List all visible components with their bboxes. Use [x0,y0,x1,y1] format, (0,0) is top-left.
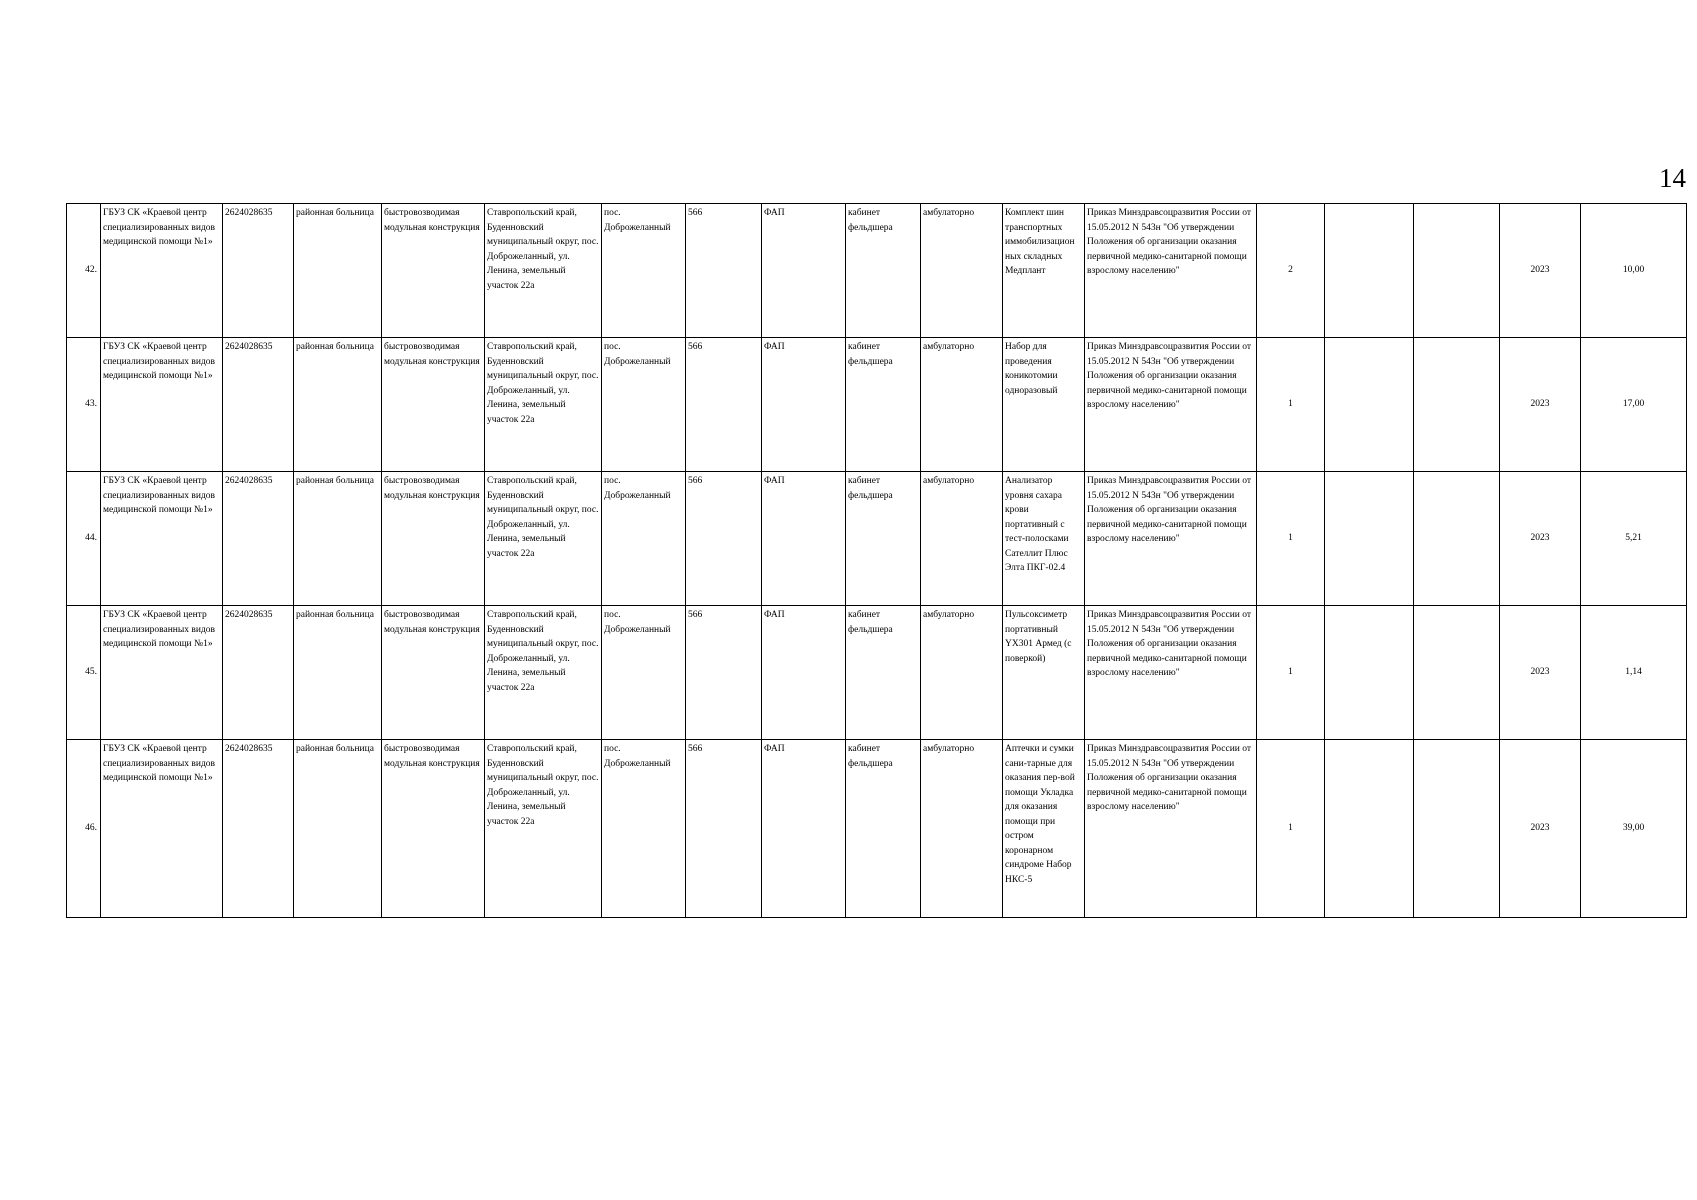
amount-cell: 39,00 [1581,740,1687,918]
amount-cell: 5,21 [1581,472,1687,606]
organization-cell: ГБУЗ СК «Краевой центр специализированных видов медицинской помощи №1» [101,472,223,606]
quantity-cell: 2 [1257,204,1325,338]
empty-cell [1414,606,1500,740]
care-form-cell: амбулаторно [921,204,1003,338]
settlement-cell: пос. Доброжеланный [602,204,686,338]
row-number: 42. [67,204,101,338]
facility-type-cell: районная больница [294,740,382,918]
inn-cell: 2624028635 [223,338,294,472]
population-cell: 566 [686,338,762,472]
settlement-cell: пос. Доброжеланный [602,338,686,472]
empty-cell [1325,740,1414,918]
order-cell: Приказ Минздравсоцразвития России от 15.05.2012 N 543н "Об утверждении Положения об организации оказания первичной медико-санитарной помощи взрослому населению" [1085,606,1257,740]
care-form-cell: амбулаторно [921,740,1003,918]
address-cell: Ставропольский край, Буденновский муниципальный округ, пос. Доброжеланный, ул. Ленина, земельный участок 22а [485,606,602,740]
building-type-cell: быстровозводимая модульная конструкция [382,204,485,338]
equipment-item-cell: Пульсоксиметр портативный YX301 Армед (с поверкой) [1003,606,1085,740]
table-row [67,338,1687,472]
building-type-cell: быстровозводимая модульная конструкция [382,606,485,740]
quantity-cell: 1 [1257,740,1325,918]
table-row [67,606,1687,740]
address-cell: Ставропольский край, Буденновский муниципальный округ, пос. Доброжеланный, ул. Ленина, земельный участок 22а [485,204,602,338]
order-cell: Приказ Минздравсоцразвития России от 15.05.2012 N 543н "Об утверждении Положения об организации оказания первичной медико-санитарной помощи взрослому населению" [1085,338,1257,472]
empty-cell [1414,204,1500,338]
inn-cell: 2624028635 [223,606,294,740]
unit-cell: ФАП [762,606,846,740]
table-row [67,740,1687,918]
year-cell: 2023 [1500,472,1581,606]
table-row [67,204,1687,338]
row-number: 45. [67,606,101,740]
empty-cell [1325,472,1414,606]
population-cell: 566 [686,472,762,606]
building-type-cell: быстровозводимая модульная конструкция [382,740,485,918]
year-cell: 2023 [1500,606,1581,740]
year-cell: 2023 [1500,338,1581,472]
row-number: 43. [67,338,101,472]
settlement-cell: пос. Доброжеланный [602,606,686,740]
organization-cell: ГБУЗ СК «Краевой центр специализированных видов медицинской помощи №1» [101,606,223,740]
table-row [67,472,1687,606]
population-cell: 566 [686,606,762,740]
quantity-cell: 1 [1257,472,1325,606]
year-cell: 2023 [1500,740,1581,918]
organization-cell: ГБУЗ СК «Краевой центр специализированных видов медицинской помощи №1» [101,204,223,338]
amount-cell: 17,00 [1581,338,1687,472]
care-form-cell: амбулаторно [921,606,1003,740]
order-cell: Приказ Минздравсоцразвития России от 15.05.2012 N 543н "Об утверждении Положения об организации оказания первичной медико-санитарной помощи взрослому населению" [1085,472,1257,606]
equipment-item-cell: Анализатор уровня сахара крови портативный с тест-полосками Сателлит Плюс Элта ПКГ-02.4 [1003,472,1085,606]
year-cell: 2023 [1500,204,1581,338]
address-cell: Ставропольский край, Буденновский муниципальный округ, пос. Доброжеланный, ул. Ленина, земельный участок 22а [485,472,602,606]
care-form-cell: амбулаторно [921,472,1003,606]
equipment-item-cell: Комплект шин транспортных иммобилизацион ных складных Медплант [1003,204,1085,338]
equipment-item-cell: Аптечки и сумки сани-тарные для оказания пер-вой помощи Укладка для оказания помощи при остром коронарном синдроме Набор НКС-5 [1003,740,1085,918]
room-cell: кабинет фельдшера [846,338,921,472]
amount-cell: 10,00 [1581,204,1687,338]
empty-cell [1325,606,1414,740]
empty-cell [1325,338,1414,472]
unit-cell: ФАП [762,472,846,606]
facility-type-cell: районная больница [294,472,382,606]
amount-cell: 1,14 [1581,606,1687,740]
room-cell: кабинет фельдшера [846,204,921,338]
inn-cell: 2624028635 [223,740,294,918]
facility-type-cell: районная больница [294,204,382,338]
unit-cell: ФАП [762,338,846,472]
inn-cell: 2624028635 [223,472,294,606]
empty-cell [1414,740,1500,918]
order-cell: Приказ Минздравсоцразвития России от 15.05.2012 N 543н "Об утверждении Положения об организации оказания первичной медико-санитарной помощи взрослому населению" [1085,204,1257,338]
room-cell: кабинет фельдшера [846,606,921,740]
inn-cell: 2624028635 [223,204,294,338]
facility-type-cell: районная больница [294,606,382,740]
page-number: 14 [1659,163,1686,193]
building-type-cell: быстровозводимая модульная конструкция [382,472,485,606]
quantity-cell: 1 [1257,606,1325,740]
empty-cell [1414,338,1500,472]
address-cell: Ставропольский край, Буденновский муниципальный округ, пос. Доброжеланный, ул. Ленина, земельный участок 22а [485,740,602,918]
row-number: 44. [67,472,101,606]
settlement-cell: пос. Доброжеланный [602,740,686,918]
care-form-cell: амбулаторно [921,338,1003,472]
organization-cell: ГБУЗ СК «Краевой центр специализированных видов медицинской помощи №1» [101,338,223,472]
room-cell: кабинет фельдшера [846,740,921,918]
quantity-cell: 1 [1257,338,1325,472]
organization-cell: ГБУЗ СК «Краевой центр специализированных видов медицинской помощи №1» [101,740,223,918]
address-cell: Ставропольский край, Буденновский муниципальный округ, пос. Доброжеланный, ул. Ленина, земельный участок 22а [485,338,602,472]
order-cell: Приказ Минздравсоцразвития России от 15.05.2012 N 543н "Об утверждении Положения об организации оказания первичной медико-санитарной помощи взрослому населению" [1085,740,1257,918]
population-cell: 566 [686,204,762,338]
room-cell: кабинет фельдшера [846,472,921,606]
equipment-table [66,203,1687,918]
population-cell: 566 [686,740,762,918]
row-number: 46. [67,740,101,918]
unit-cell: ФАП [762,740,846,918]
unit-cell: ФАП [762,204,846,338]
equipment-item-cell: Набор для проведения коникотомии одноразовый [1003,338,1085,472]
building-type-cell: быстровозводимая модульная конструкция [382,338,485,472]
empty-cell [1325,204,1414,338]
empty-cell [1414,472,1500,606]
settlement-cell: пос. Доброжеланный [602,472,686,606]
facility-type-cell: районная больница [294,338,382,472]
